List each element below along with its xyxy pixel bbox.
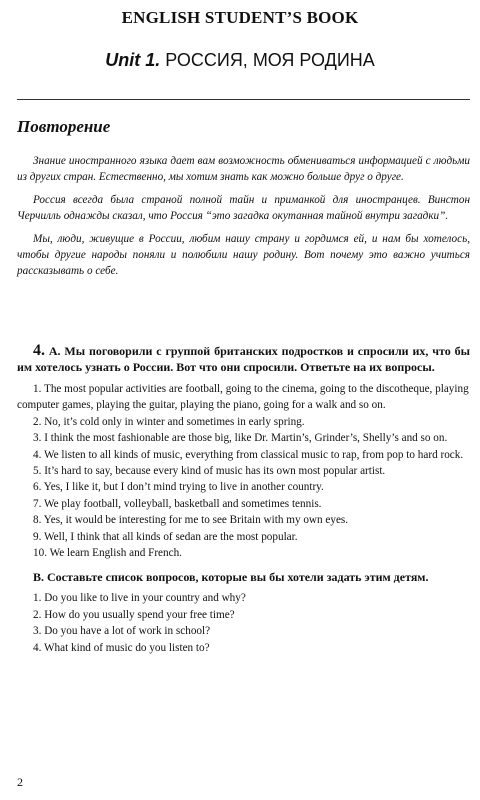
list-item: 2. How do you usually spend your free time? bbox=[33, 608, 235, 621]
list-item: 8. Yes, it would be interesting for me to see Britain with my own eyes. bbox=[33, 514, 349, 527]
list-item: 7. We play football, volleyball, basketball and sometimes tennis. bbox=[33, 497, 322, 510]
list-item: 1. The most popular activities are football, going to the cinema, going to the discotheque, playing computer games, playing the guitar, playing the piano, going for a walk and so on. bbox=[17, 383, 469, 412]
page-number: 2 bbox=[17, 775, 23, 789]
task-a-text: А. Мы поговорили с группой британских подростков и спросили их, что бы им хотелось узнать о России. Вот что они спросили. Ответьте на их вопросы. bbox=[17, 344, 471, 374]
intro-text bbox=[17, 153, 470, 286]
list-item: 6. Yes, I like it, but I don’t mind trying to live in another country. bbox=[33, 481, 324, 494]
list-item: 4. What kind of music do you listen to? bbox=[33, 641, 210, 654]
questions-list bbox=[17, 590, 470, 656]
exercise-number: 4. bbox=[33, 342, 45, 359]
exercise-4 bbox=[17, 343, 470, 656]
task-b: В. Составьте список вопросов, которые вы бы хотели задать этим детям. bbox=[33, 570, 429, 585]
task-a bbox=[17, 343, 470, 375]
intro-paragraph: Россия всегда была страной полной тайн и приманкой для иностранцев. Винстон Черчилль однажды сказал, что Россия “это загадка окутанная тайной внутри загадки”. bbox=[17, 194, 470, 222]
list-item: 4. We listen to all kinds of music, everything from classical music to rap, from pop to hard rock. bbox=[33, 448, 464, 461]
section-title: Повторение bbox=[17, 117, 111, 136]
list-item: 9. Well, I think that all kinds of sedan are the most popular. bbox=[33, 530, 298, 543]
answers-list bbox=[17, 381, 470, 561]
intro-paragraph: Знание иностранного языка дает вам возможность обмениваться информацией с людьми из других стран. Естественно, мы хотим знать как можно больше друг о друге. bbox=[17, 155, 470, 183]
list-item: 10. We learn English and French. bbox=[33, 547, 182, 560]
header-divider bbox=[17, 99, 470, 100]
unit-title: РОССИЯ, МОЯ РОДИНА bbox=[165, 50, 375, 70]
intro-paragraph: Мы, люди, живущие в России, любим нашу страну и гордимся ей, и нам бы хотелось, чтобы другие народы поняли и полюбили нашу родину. Вот почему это важно учиться рассказывать о себе. bbox=[17, 233, 470, 277]
unit-heading bbox=[0, 50, 480, 71]
list-item: 5. It’s hard to say, because every kind of music has its own most popular artist. bbox=[33, 465, 386, 478]
list-item: 2. No, it’s cold only in winter and sometimes in early spring. bbox=[33, 415, 305, 428]
list-item: 3. Do you have a lot of work in school? bbox=[33, 625, 211, 638]
list-item: 3. I think the most fashionable are those big, like Dr. Martin’s, Grinder’s, Shelly’s and so on. bbox=[33, 432, 448, 445]
unit-label: Unit 1. bbox=[105, 50, 161, 70]
book-title: ENGLISH STUDENT’S BOOK bbox=[121, 8, 359, 27]
list-item: 1. Do you like to live in your country and why? bbox=[33, 592, 246, 605]
